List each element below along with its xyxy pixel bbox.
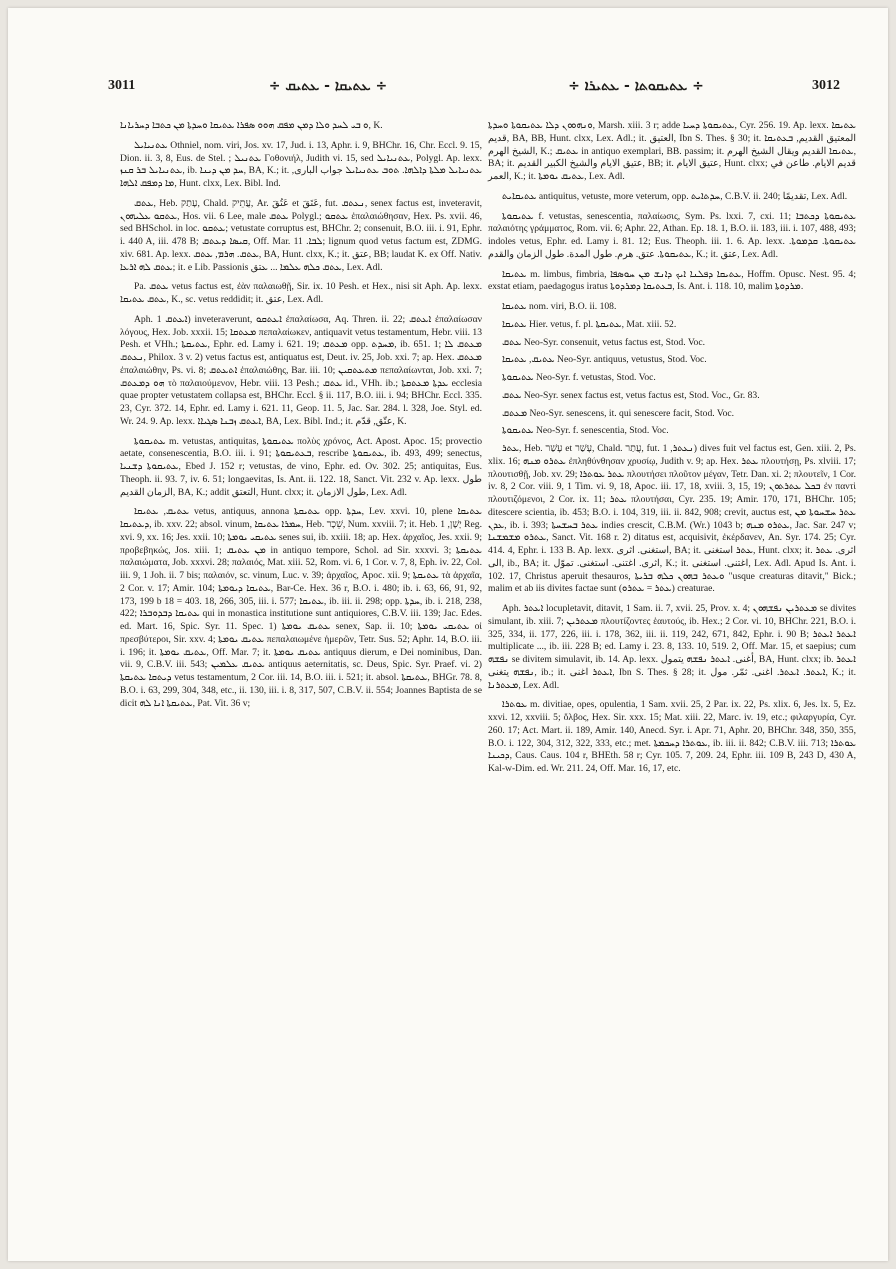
right-column-entry: ܥܘܬܪܐ m. divitiae, opes, opulentia, 1 Sam. xvii. 25, 2 Par. ix. 22, Ps. xlix. 6, Jes. lx. 5, Ez. xxvi. 12, xxviii. 5; ὄλβος, Hex. Sir. xxx. 15; Mat. xiii. 22, Marc. iv. 19, etc.; φιλαργυρία, Cyr. 260. 17; Act. Mart. ii. 189, Amir. 140, Anecd. Syr. i. Apr. 71, Aphr. 20, BHChr. 348, 350, 355, B.O. i. 122, 304, 312, 322, 333, etc.; met. ܥܘܬܪܐ ܕܚܟܡܬܐ, ib. iii. ii. 842; C.B.V. iii. 713; ܥܘܬܪܐ ܕܟܝܢܐ, Caus. Caus. 104 r, BHEth. 58 r; Cyr. 105. 7, 209. 24, Ephr. iii. 109 B, 243 D, 430 A, Kal-w-Dim. ed. Wr. 211. 24, Off. Mar. 16, 17, etc.: [488, 699, 856, 774]
left-page-number: 3011: [108, 78, 136, 93]
right-column-entry: ܥܬܝܩܘܬܐ Neo-Syr. f. senescentia, Stod. Voc.: [502, 425, 669, 437]
right-column-entry: ܥܬܝܩܐ Hier. vetus, f. pl. ܥܬܝܩܬܐ, Mat. xiii. 52.: [502, 318, 677, 330]
left-column-entry: ܥܬܝܩ, ܥܬܝܩܐ vetus, antiquus, annona ܥܬܝܩܬܐ opp. ܚܕܬܐ, Lev. xxvi. 10, plene ܥܬܝܩܐ ܕܥܬܝܩܐ, ib. xxv. 22; absol. vinum, ܚܡܪܐ ܥܬܝܩܐ, Heb. שֵׁכָר, Num. xxviii. 7; it. Heb. יָשָׁן, 1 Reg. xvi. 9, xx. 16; Jes. xxii. 10; ܥܬܝܩܝ ܝܘܡܬܐ senes sui, ib. xxiii. 18; ap. Hex. ἀρχαῖος, Jes. xxii. 9; προβεβηκώς, Jos. xiii. 1; ܡܢ ܥܬܝܩ in antiquo tempore, Schol. ad Sir. xxxvi. 3; ܥܬܝܩܬܐ παλαιώματα, Job. xxxvi. 28; παλαιός, Mat. xiii. 52, Rom. vi. 6, 1 Cor. v. 7, 8, Eph. iv. 22, Col. iii. 9, 1 Joh. ii. 7 bis; παλαιόν, sc. vinum, Luc. v. 39; ἀρχαῖος, Apoc. xii. 9; ܥܬܝܩܬܐ τὰ ἀρχαῖα, 2 Cor. v. 17; Amir. 104; ܥܬܝܩܐ ܕܝܘܡܬܐ, Bar-Ce. Hex. 36 r, B.O. i. 480; ib. i. 63, 66, 91, 92, 173, 199 b 18 = 403. 18, 266, 305, iii. i. 577; ܥܬܝܩܐ, ib. iii. ii. 298; opp. ܚܕܬܐ, ib. i. 218, 238, 422; ܥܬܝܩܐ ܕܒܕܘܒܪܐ qui in monastica institutione sunt antiquiores, C.B.V. iii. 139; Jac. Edes. ed. Mart. 16, Spic. Syr. 11. Spec. 1) ܥܬܝܩ ܝܘܡܬܐ senex, Sap. ii. 10; ܥܬܝܩܝ ܝܘܡܬܐ οἱ πρεσβύτεροι, Sir. xxv. 4; ܥܬܝܩ ܝܘܡܬܐ πεπαλαιωμένε ἡμερῶν, Tetr. Sus. 52; Aphr. 14, B.O. iii. i. 196; it. ܥܬܝܩ ܝܘܡܬܐ, Off. Mar. 7; it. ܥܬܝܩ ܝܘܡܬܐ antiquus dierum, e Dei nominibus, Dan. vii. 9, C.B.V. iii. 543; ܥܬܝܩ ܥܠܡܝܢ antiquus aeternitatis, sc. Deus, Spic. Syr. Praef. vi. 2) ܕܝܬܩܐ ܥܬܝܩܬܐ vetus testamentum, 2 Cor. iii. 14, B.O. iii. i. 521; it. absol. ܥܬܝܩܬܐ, BHGr. 78. 8, B.O. i. 63, 299, 304, 348, etc., ii. 130, iii. i. 8, 317, 507, C.B.V. ii. 554; Joannes Baptista de se dicit ܥܬܝܩܬܐ ܐܢܐ ܠܗ, Pat. Vit. 36 v;: [120, 506, 483, 709]
right-column-entry: ܥܬܝܩܘܬܐ Neo-Syr. f. vetustas, Stod. Voc.: [502, 372, 656, 383]
right-column-entry: ܥܬܩ Neo-Syr. consenuit, vetus factus est, Stod. Voc.: [502, 336, 705, 348]
left-column-entry: ܘ ܒܝ ܠܚܕ ܘܠܐ ܕܡܢ ܡܦܩ ܗܘܘ ܣܦܪܐ ܥܬܝܩܐ ܘܚܕܬܐ ܡܢ ܟܬܒܐ ܕܚܪܝܐܢܐ, K.: [120, 120, 383, 131]
left-column-entry: ܥܬܩ, Heb. עָתַק, Chald. עֲתֵיק, Ar. عَتُقَ et عَتَقَ, fut. ܢܥܬܩ, senex factus est, inveteravit, ܥܬܩܘ ܥܠܝܗܘܢ, Hos. vii. 6 Lee, male ܥܬܩ Polygl.; ܥܬܩܘ ἐπαλαιώθησαν, Hex. Ps. xvii. 46, sed BHSchol. in loc. ܥܬܩܘ; vetustate corruptus est, BHChr. 2; consenuit, B.O. iii. i. 91, Ephr. i. 440 A, iii. 478 B; ܩܝܣܐ ܕܥܬܩ, Off. Mar. ܠܒܐ. 11; lignum quod vetus factum est, ZDMG. xiv. 681. Ap. lexx. ܥܬܩ. ܗܪܡ, ܥܬܩ, BA, Hunt. clxx, K.; it. عتق, BB; laudat K. ex Off. Nativ. ܥܬܩ ܠܗ ܐܪܥܐ; it. e Lib. Passionis ܥܬܩ ܟܠܗ ܥܠܡܐ ... ܥتق, Lex. Adl.: [120, 197, 483, 273]
right-column-entry: Aph. ܐܥܬܪ locupletavit, ditavit, 1 Sam. ii. 7, xvii. 25, Prov. x. 4; ܡܥܬܪܝܢ ܢܦܫܗܘܢ se divites simulant, ib. xiii. 7; ܡܥܬܪܝܢ πλουτίζοντες ἑαυτούς, ib. Hex.; 2 Cor. vi. 10, BHChr. 221, B.O. i. 325, 334, ii. 177, 226, iii. i. 178, 362, iii. ii. 119, 242, 671, 842, Ephr. i. 90 B; ܐܥܬܪ ܐܥܬܪ multiplicate ..., ib. iii. 228 B; ed. Lamy i. 23. 8, 133. 10, 519. 2, Off. Mar. 15, et saepius; cum ܢܦܫܗ se divitem simulavit, ib. 14. Ap. lexx. أغنى. ܐܥܬܪ ܢܦܫܗ يتمول, BA, Hunt. clxx; ib. ܐܥܬܪ ܢܦܫܗ يتغنى, ib.; it. ܐܥܬܪ اغنى, Ibn S. Thes. § 28; it. ܐܥܬܪ. ܐܥܬܪ. اغنى. ثمّر. مول, K.; it. ܡܥܬܪܢܐ, Lex. Adl.: [488, 603, 856, 691]
left-running-title: ÷ ܥܬܝܩܐ - ܥܬܝܩ ÷: [268, 78, 388, 94]
right-column-entry: ܥܬܝܩܐܝܬ antiquitus, vetuste, more veterum, opp. ܚܕܬܐܝܬ, C.B.V. ii. 240; تقديمًا, Lex. Adl.: [502, 190, 848, 202]
left-column: [120, 120, 482, 717]
right-page-number: 3012: [812, 78, 840, 93]
right-column-entry: ܥܬܩ Neo-Syr. senex factus est, vetus factus est, Stod. Voc., Gr. 83.: [502, 389, 760, 401]
right-column-entry: ܥܬܝܩ, ܥܬܝܩܐ Neo-Syr. antiquus, vetustus, Stod. Voc.: [502, 354, 707, 366]
right-running-title: ÷ ܥܬܝܩܘܬܐ - ܥܬܝܪܐ ÷: [568, 78, 704, 94]
left-column-entry: ܥܬܢܝܐܝܠ Othniel, nom. viri, Jos. xv. 17, Jud. i. 13, Aphr. i. 9, BHChr. 16, Chr. Eccl. 9. 15, Dion. ii. 3, 8, Eus. de Stel. ; ܥܬܢܝܠ Γοθονιήλ, Judith vi. 15, sed ܥܬܢܝܐܝܠ, Polygl. Ap. lexx. ܥܬܢܝܐܝܠ ܒܪ ܩܢܙ, ib. ܚܕ ܡܢ ܕܝܢܐ, BA, K.; it. ܥܬܢܝܐܝܠ ܡܠܬܐ ܕܐܠܗܐ. ܬܘܒ ܥܬܢܝܐܝܠ جواب البارى, ܡܐ ܕܡܦܩ ܐܠܗܐ, Hunt. clxx, Lex. Bibl. Ind.: [120, 139, 483, 189]
right-column-entry: ܥܬܝܩܐ m. limbus, fimbria, ܥܬܝܩܐ ܕܦܠܢܐ ܐܝܟ ܕܐܢܫ ܡܢ ܚܘܣܦܐ, Hoffm. Opusc. Nest. 95. 4; exstat etiam, paedagogus iratus ܒܥܬܝܩܐ ܕܡܪܕܘܬܐ, Is. Ant. i. 118. 10, malim ܡܪܕܘܬܐ.: [488, 268, 856, 293]
left-column-entry: Aph. ܐܥܬܩ 1) inveteraverunt, ܐܥܬܩܘ ἐπαλαίωσα, Aq. Thren. ii. 22; ܐܥܬܩ ἐπαλαίωσαν λόγους, Hex. Job. xxxii. 15; ܡܥܬܩܐ πεπαλαίωκεν, antiquavit vetus testamentum, Hebr. viii. 13 Pesh. et VHh.; ܥܬܝܩܬܐ, Ephr. ed. Lamy i. 621. 19; ܡܥܬܩ opp. ܡܚܕܬ, ib. 651. 1; ܡܥܬܩ ܠܐ ܢܥܬܩ, Philox. 3 v. 2) vetus factus est, antiquatus est, Deut. iv. 25, Job. xxi. 7; ap. Hex. ܡܥܬܩ ἐπαλαιώθην, Ps. vi. 8; ܐܬܥܬܩ ἐπαλαιώθης, Bar. iii. 10; ܡܬܥܬܩܝܢ πεπαλαίωνται, Job. xxi. 7; ܗܘ ܕܡܥܬܩ τὸ παλαιούμενον, Hebr. viii. 13 Pesh.; ܥܬܩ id., VHh. ib.; ܥܕܬܐ ܡܥܬܩܬܐ ecclesia quae propter vetustatem collapsa est, BHChr. Eccl. § ii. 117, B.O. iii. i. 94; BHChr. Eccl. 335. 23, Cyr. 372. 14, Ephr. ed. Lamy i. 621. 11, Geop. 11. 5, Jac. Sar. 284. l. 328, Joe. Styl. ed. Wr. 24. 9. Ap. lexx. ܐܥܬܩ ܙܒܢܐ ܣܓܝܐܐ, BA, Lex. Bibl. Ind.; it. عتّق, قدّم, K.: [120, 313, 483, 427]
left-column-entry: ܥܬܝܩܘܬܐ m. vetustas, antiquitas, ܥܬܝܩܘܬܐ πολὺς χρόνος, Act. Apost. Apoc. 15; provectio aetate, consenescentia, B.O. iii. i. 91; ܒܥܬܝܩܘܬܐ, rescribe ܥܬܝܩܘܬܐ, ib. 493, 499; senectus, ܥܬܝܩܘܬܐ ܕܫܢܝܐ, Ebed J. 152 r; vetustas, de vino, Ephr. ed. Ov. 302. 25; antiquitas, Eus. Theoph. ii. 93. 7, iv. 6. 51; longaevitas, Is. Ant. ii. 122. 18, Sanct. Vit. 232 v. Ap. lexx. طول الزمان القديم, BA, K.; addit التعتق, Hunt. clxx; it. طول الازمان, Lex. Adl.: [120, 435, 482, 498]
right-column-entry: ܥܬܝܩܐ nom. viri, B.O. ii. 108.: [502, 301, 617, 312]
left-column-entry: Pa. ܥܬܩ vetus factus est, ἐὰν παλαιωθῇ, Sir. ix. 10 Pesh. et Hex., nisi sit Aph. Ap. lexx. ܥܬܩ ܥܬܝܩܐ, K., sc. vetus reddidit; it. عتق, Lex. Adl.: [120, 281, 482, 305]
right-column-entry: ܥܬܝܩܘܬܐ f. vetustas, senescentia, παλαίωσις, Sym. Ps. lxxi. 7, cxi. 11; ܥܬܝܩܘܬܐ ܕܟܬܒܐ παλαιότης γράμματος, Rom. vii. 6; Aphr. 22, Athan. Ep. 18. 1, B.O. ii. 183, iii. i. 107, 488, 493; indoles vetus, Ephr. ed. Lamy i. 81. 12; Eus. Theoph. iii. 1. 6. Ap. lexx. ܥܬܝܩܘܬܐ. ܩܕܡܘܬܐ. ܥܬܝܩܘܬܐ. عتق. هرم. طول المدة. طول الزمان والقدم, K.; it. عتق, Lex. Adl.: [488, 210, 856, 260]
right-column-entry: ܥܬܪ, Heb. עָשַׁר et עָשַׁר, Chald. עֲתַר, fut. ܢܥܬܪ, 1) dives fuit vel factus est, Gen. xiii. 2, Ps. xlix. 16; ܥܬܪܘ ܡܢܗ ἐπληθύνθησαν χρυσίῳ, Judith v. 9; ap. Hex. ܥܬܪ πλουτήσῃ, Ps. xlviii. 17; πλουτισθῇ, Job. xv. 29; ܥܬܪ ܥܘܬܪܐ πλουτήσει πλοῦτον μέγαν, Tetr. Dan. xi. 2; πλουτεῖν, 1 Cor. iv. 8, 2 Cor. viii. 9, 1 Tim. vi. 9, 18, Apoc. iii. 17, 18, xviii. 3, 15, 19; ܒܟܠ ܥܬܪܬܘܢ ἐν παντὶ πλουτιζόμενοι, 2 Cor. ix. 11; ܥܬܪ πλουτήσαι, Cyr. 235. 19; Amir. 170, 171, BHChr. 105; ditescere scientia, ib. 453; B.O. i. 104, 319, iii. ii. 842, 908; crevit, auctus est, ܥܬܪ ܚܫܚܘܬܐ ܡܢ ܥܕܢ, ib. i. 393; ܥܬܪ ܒܚܫܚܬܐ indies crescit, C.B.M. (Wr.) 1043 b; ܥܬܪܘ ܡܢܗ, Jac. Sar. 247 v; ܥܬܪܘ ܡܫܡܫܢܐ, Sanct. Vit. 168 r. 2) ditatus est, acquisivit, ἐκέρδανεν, An. Syr. 174. 25; Cyr. 414. 4, Ephr. i. 133 B. Ap. lexx. استغنى. اثرى, BA; it. ܥܬܪ استغنى, Hunt. clxx; it. اثرى. ܥܬܪ الى, ib., BA; it. اثرى. اغتنى. استغنى. تموّل, K.; it. اغتنى. استغنى, Lex. Adl. Apud Is. Ant. i. 102. 17, Christus aperuit thesauros, ܘܥܬܪ ܒܗܘܢ ܟܠܗ ܒܪܝܬܐ "usque creaturas ditavit," Bick.; malim et ab iis divites factae sunt (ܥܬܪ = ܥܬܪܘ) creaturae.: [488, 443, 857, 595]
dictionary-page: [8, 8, 888, 1261]
right-column-entry: ܡܥܬܩ Neo-Syr. senescens, it. qui senescere facit, Stod. Voc.: [502, 407, 735, 419]
right-column-entry: ܘܢܗܘܘܢ ܕܠܐ ܥܬܝܩܘܬܐ ܘܚܕܬܐ, Marsh. xiii. 3 r; adde ܥܬܝܩܘܬܐ ܕܚܝܐ, Cyr. 256. 19. Ap. lexx. ܥܬܝܩܐ قديم, BA, BB, Hunt. clxx, Lex. Adl.; it. العتيق, Ibn S. Thes. § 30; it. المعتيق القديم, ܒܥܬܝܩܐ الشيخ الهرم, K.; ܥܬܝܩ in antiquo exemplari, BB. passim; it. ܥܬܝܩܐ القديم ويقال الشيخ الهرم, BA; it. عتيق الايام والشيخ الكبير القديم, BB; it. عتيق الايام, Hunt. clxx; قديم الايام. طاعن في العمر, K.; it. ܥܬܝܩ ܝܘܡܬܐ, Lex. Adl.: [488, 120, 856, 182]
right-column: [488, 120, 856, 783]
